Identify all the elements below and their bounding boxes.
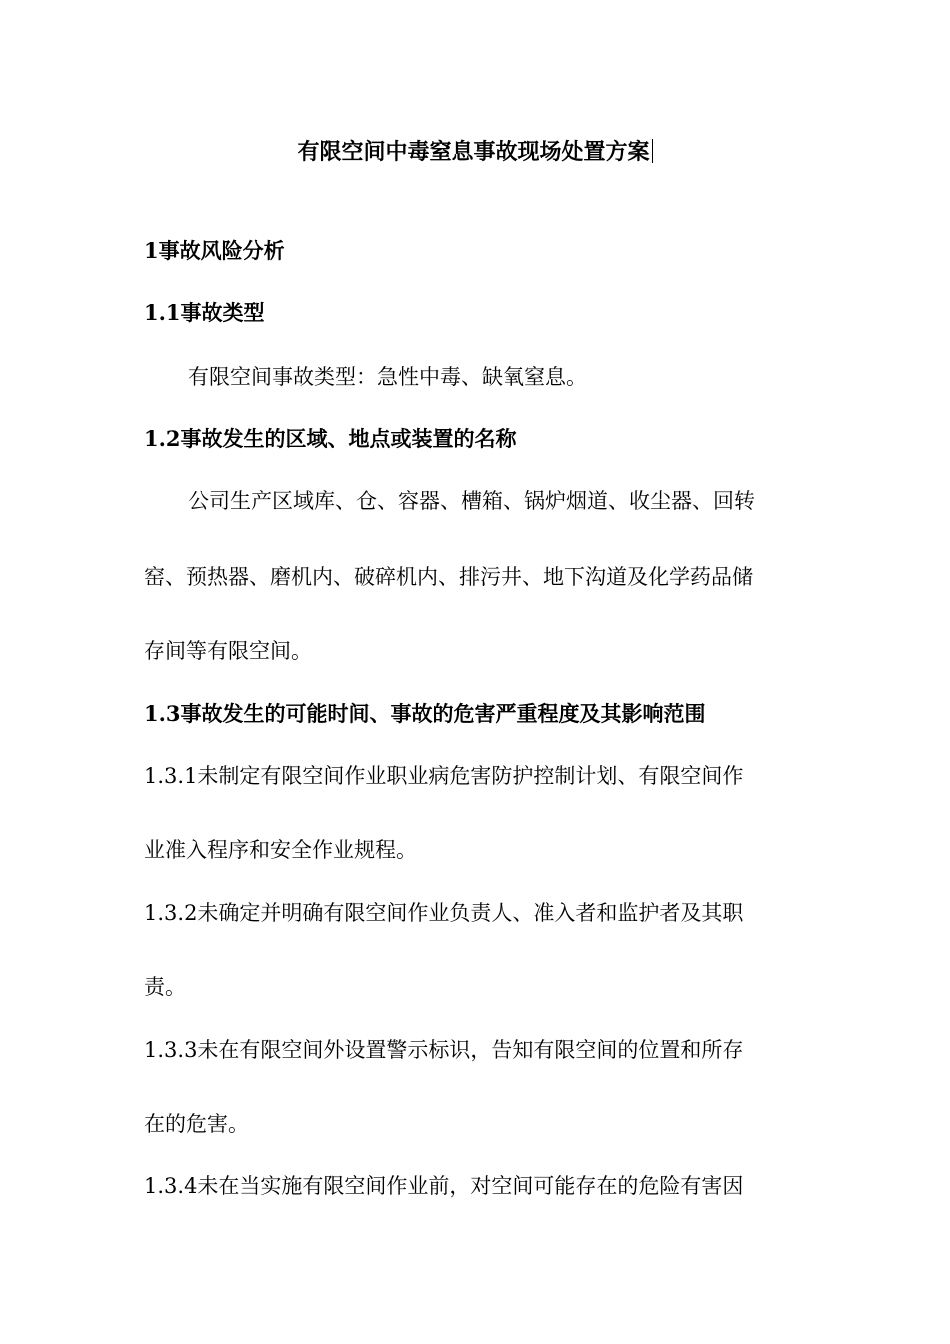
paragraph-1-2-line-2: 窑、预热器、磨机内、破碎机内、排污井、地下沟道及化学药品储 [144,565,753,589]
heading-1: 1事故风险分析 [144,238,285,263]
title-text: 有限空间中毒窒息事故现场处置方案 [297,139,650,165]
paragraph-1-1: 有限空间事故类型：急性中毒、缺氧窒息。 [188,365,587,389]
heading-1-3: 1.3事故发生的可能时间、事故的危害严重程度及其影响范围 [144,701,706,726]
paragraph-1-3-1-line-1: 1.3.1未制定有限空间作业职业病危害防护控制计划、有限空间作 [144,764,744,788]
paragraph-1-3-3-line-1: 1.3.3未在有限空间外设置警示标识，告知有限空间的位置和所存 [144,1038,744,1062]
heading-1-1: 1.1事故类型 [144,300,265,325]
paragraph-1-2-line-1: 公司生产区域库、仓、容器、槽箱、锅炉烟道、收尘器、回转 [188,489,755,513]
paragraph-1-2-line-3: 存间等有限空间。 [144,639,312,663]
paragraph-1-3-4-line-1: 1.3.4未在当实施有限空间作业前，对空间可能存在的危险有害因 [144,1174,744,1198]
heading-1-2: 1.2事故发生的区域、地点或装置的名称 [144,426,517,451]
document-title [0,138,950,166]
paragraph-1-3-3-line-2: 在的危害。 [144,1112,249,1136]
text-cursor [652,139,653,163]
paragraph-1-3-2-line-2: 责。 [144,975,186,999]
paragraph-1-3-1-line-2: 业准入程序和安全作业规程。 [144,838,417,862]
paragraph-1-3-2-line-1: 1.3.2未确定并明确有限空间作业负责人、准入者和监护者及其职 [144,901,744,925]
